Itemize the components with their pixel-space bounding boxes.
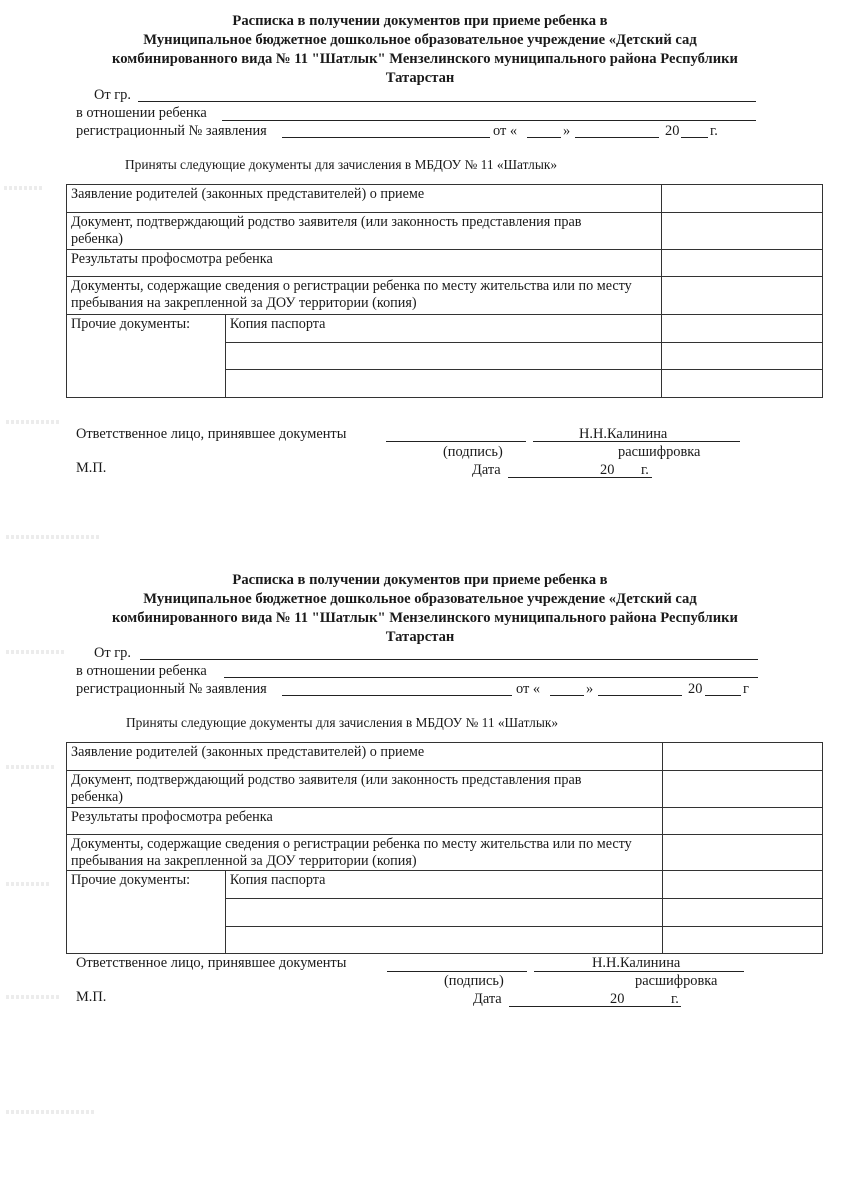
check-cell[interactable]: [662, 343, 823, 370]
date-suffix: г.: [641, 462, 649, 478]
year-prefix: 20: [688, 681, 703, 697]
year-prefix: 20: [665, 123, 680, 139]
from-label: От гр.: [94, 645, 131, 661]
child-field[interactable]: [224, 677, 758, 678]
signature-field[interactable]: [387, 971, 527, 972]
table-row: [67, 743, 823, 771]
decode-caption: расшифровка: [618, 444, 701, 460]
intro-text: Приняты следующие документы для зачисления в МБДОУ № 11 «Шатлык»: [125, 157, 558, 172]
table-row: [67, 808, 823, 835]
receipt-title: Расписка в получении документов при приеме ребенка в Муниципальное бюджетное дошкольное образовательное учреждение «Детский сад комбинированного вида № 11 "Шатлык" Мензелинского муниципального района Республики Татарстан: [112, 572, 738, 645]
child-field[interactable]: [222, 120, 756, 121]
check-cell[interactable]: [663, 835, 823, 871]
other-documents-label: Прочие документы:: [67, 315, 226, 398]
reg-label: регистрационный № заявления: [76, 681, 267, 697]
document-name: Заявление родителей (законных представителей) о приеме: [67, 185, 662, 213]
day-field[interactable]: [550, 695, 584, 696]
check-cell[interactable]: [663, 927, 823, 954]
scan-noise: [6, 1110, 96, 1114]
document-name: Документ, подтверждающий родство заявителя (или законность представления прав ребенка): [67, 771, 663, 808]
table-row: [67, 277, 823, 315]
stamp-label: М.П.: [76, 460, 107, 476]
document-name: Документ, подтверждающий родство заявителя (или законность представления прав ребенка): [67, 213, 662, 250]
table-row: [67, 213, 823, 250]
signature-caption: (подпись): [444, 973, 504, 989]
year-field[interactable]: [705, 695, 741, 696]
date-from-label: от «: [516, 681, 541, 697]
from-field[interactable]: [138, 101, 756, 102]
month-field[interactable]: [575, 137, 659, 138]
decode-caption: расшифровка: [635, 973, 718, 989]
date-field[interactable]: [508, 477, 652, 478]
reg-number-field[interactable]: [282, 137, 490, 138]
document-name: Результаты профосмотра ребенка: [67, 808, 663, 835]
date-label: Дата: [472, 462, 501, 478]
documents-table: [66, 742, 823, 954]
reg-label: регистрационный № заявления: [76, 123, 267, 139]
day-field[interactable]: [527, 137, 561, 138]
scan-noise: [6, 535, 101, 539]
scan-noise: [6, 420, 61, 424]
table-row: [67, 871, 823, 899]
other-document-item[interactable]: [225, 370, 661, 398]
stamp-label: М.П.: [76, 989, 107, 1005]
date-suffix: г.: [671, 991, 679, 1007]
reg-number-field[interactable]: [282, 695, 512, 696]
check-cell[interactable]: [663, 899, 823, 927]
documents-table: [66, 184, 823, 398]
check-cell[interactable]: [663, 743, 823, 771]
check-cell[interactable]: [663, 771, 823, 808]
other-document-item[interactable]: [225, 343, 661, 370]
responsible-label: Ответственное лицо, принявшее документы: [76, 426, 347, 442]
check-cell[interactable]: [662, 213, 823, 250]
table-row: [67, 185, 823, 213]
table-row: [67, 250, 823, 277]
from-label: От гр.: [94, 87, 131, 103]
check-cell[interactable]: [662, 277, 823, 315]
date-label: Дата: [473, 991, 502, 1007]
check-cell[interactable]: [662, 185, 823, 213]
check-cell[interactable]: [663, 871, 823, 899]
date-year: 20: [610, 991, 625, 1007]
date-field[interactable]: [509, 1006, 681, 1007]
year-field[interactable]: [681, 137, 708, 138]
responsible-name: Н.Н.Калинина: [592, 955, 681, 971]
child-label: в отношении ребенка: [76, 105, 207, 121]
other-documents-label: Прочие документы:: [67, 871, 226, 954]
table-row: [67, 315, 823, 343]
document-name: Документы, содержащие сведения о регистрации ребенка по месту жительства или по месту пребывания на закрепленной за ДОУ территории (копия): [67, 835, 663, 871]
quote-close: »: [586, 681, 594, 697]
other-document-item[interactable]: Копия паспорта: [225, 871, 662, 899]
document-name: Результаты профосмотра ребенка: [67, 250, 662, 277]
year-suffix: г: [743, 681, 749, 697]
quote-close: »: [563, 123, 571, 139]
other-document-item[interactable]: [225, 927, 662, 954]
scan-noise: [6, 765, 56, 769]
check-cell[interactable]: [662, 250, 823, 277]
check-cell[interactable]: [662, 315, 823, 343]
intro-text: Приняты следующие документы для зачисления в МБДОУ № 11 «Шатлык»: [126, 715, 559, 730]
signature-caption: (подпись): [443, 444, 503, 460]
date-from-label: от «: [493, 123, 518, 139]
other-document-item[interactable]: [225, 899, 662, 927]
child-label: в отношении ребенка: [76, 663, 207, 679]
scan-noise: [6, 882, 51, 886]
other-document-item[interactable]: Копия паспорта: [225, 315, 661, 343]
date-year: 20: [600, 462, 615, 478]
year-suffix: г.: [710, 123, 718, 139]
document-name: Документы, содержащие сведения о регистрации ребенка по месту жительства или по месту пребывания на закрепленной за ДОУ территории (копия): [67, 277, 662, 315]
responsible-label: Ответственное лицо, принявшее документы: [76, 955, 347, 971]
from-field[interactable]: [140, 659, 758, 660]
table-row: [67, 771, 823, 808]
table-row: [67, 835, 823, 871]
check-cell[interactable]: [663, 808, 823, 835]
check-cell[interactable]: [662, 370, 823, 398]
receipt-title: Расписка в получении документов при приеме ребенка в Муниципальное бюджетное дошкольное образовательное учреждение «Детский сад комбинированного вида № 11 "Шатлык" Мензелинского муниципального района Республики Татарстан: [112, 13, 738, 86]
responsible-name: Н.Н.Калинина: [579, 426, 668, 442]
month-field[interactable]: [598, 695, 682, 696]
scan-noise: [4, 186, 44, 190]
scan-noise: [6, 995, 61, 999]
scan-noise: [6, 650, 66, 654]
signature-field[interactable]: [386, 441, 526, 442]
document-name: Заявление родителей (законных представителей) о приеме: [67, 743, 663, 771]
